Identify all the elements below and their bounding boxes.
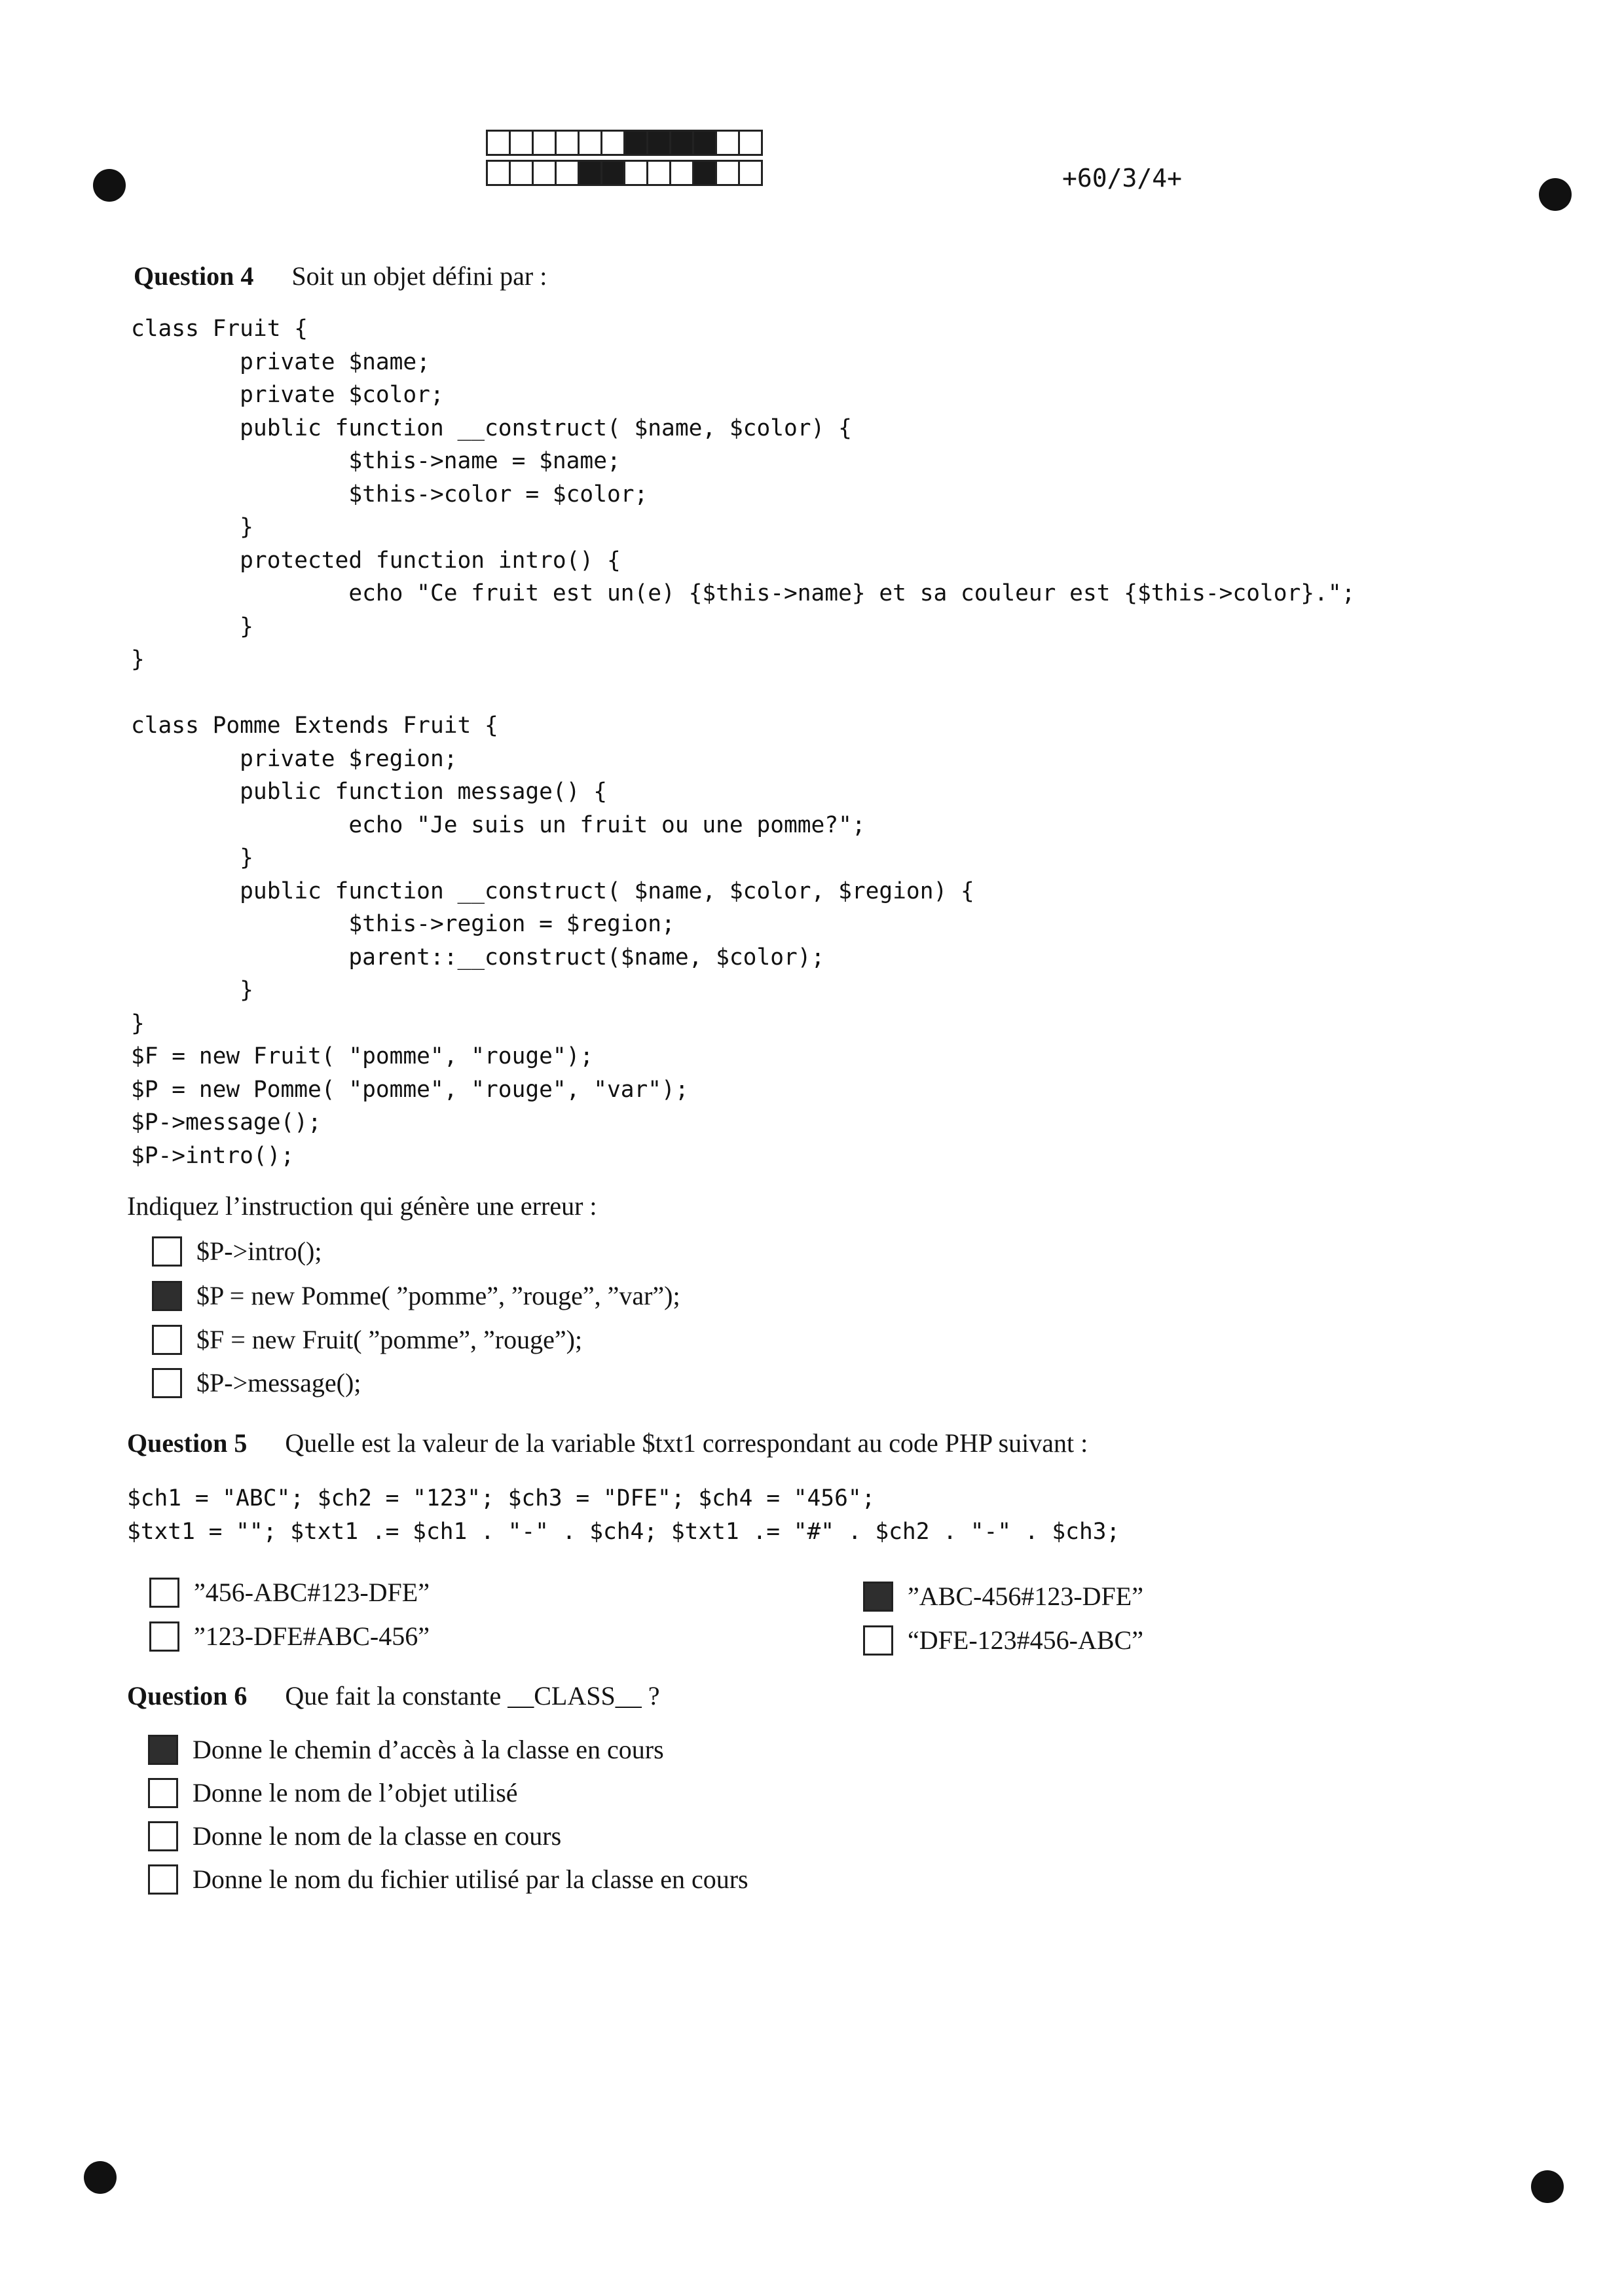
option-label: Donne le chemin d’accès à la classe en cours <box>193 1735 664 1764</box>
registration-mark-top-right <box>1539 178 1572 211</box>
question-4-title <box>134 261 547 291</box>
code-cell <box>646 160 671 186</box>
code-cell <box>600 160 625 186</box>
page-reference: +60/3/4+ <box>1062 164 1183 193</box>
checkbox[interactable] <box>152 1325 182 1355</box>
question-4-option-2[interactable] <box>152 1280 680 1311</box>
question-4-option-4[interactable] <box>152 1367 361 1398</box>
checkbox[interactable] <box>863 1582 893 1612</box>
question-4-code: class Fruit { private $name; private $color; public function __construct( $name, $color) { $this->name = $name; $this->color = $color; } protected function intro() { echo "Ce fruit est un(e) {$this->name} et sa couleur est {$this->color}."; } } class Pomme Extends Fruit { private $region; public function message() { echo "Je suis un fruit ou une pomme?"; } public function __construct( $name, $color, $region) { $this->region = $region; parent::__construct($name, $color); } } $F = new Fruit( "pomme", "rouge"); $P = new Pomme( "pomme", "rouge", "var"); $P->message(); $P->intro(); <box>131 316 1356 1169</box>
question-5-code: $ch1 = "ABC"; $ch2 = "123"; $ch3 = "DFE"; $ch4 = "456"; $txt1 = ""; $txt1 .= $ch1 . "-" . $ch4; $txt1 .= "#" . $ch2 . "-" . $ch3; <box>127 1485 1120 1545</box>
question-4-prompt: Soit un objet défini par : <box>291 261 547 291</box>
page-id-code-row-1 <box>486 130 761 156</box>
code-cell <box>555 130 580 156</box>
checkbox[interactable] <box>149 1621 179 1652</box>
code-cell <box>738 130 763 156</box>
option-label: $P->message(); <box>196 1368 361 1398</box>
question-6-option-2[interactable] <box>148 1777 518 1808</box>
question-4-instruction: Indiquez l’instruction qui génère une erreur : <box>127 1191 597 1221</box>
question-4-option-1[interactable] <box>152 1236 322 1267</box>
option-label: “DFE-123#456-ABC” <box>908 1625 1143 1655</box>
registration-mark-top-left <box>93 169 126 202</box>
option-label: Donne le nom de la classe en cours <box>193 1821 562 1851</box>
option-label: ”456-ABC#123-DFE” <box>194 1578 430 1607</box>
code-cell <box>692 130 717 156</box>
question-4-option-3[interactable] <box>152 1324 582 1355</box>
question-6-option-1[interactable] <box>148 1734 664 1765</box>
code-cell <box>715 130 740 156</box>
code-cell <box>623 160 648 186</box>
code-cell <box>692 160 717 186</box>
checkbox[interactable] <box>148 1778 178 1808</box>
code-cell <box>578 130 602 156</box>
code-cell <box>486 130 511 156</box>
code-cell <box>669 130 694 156</box>
code-cell <box>578 160 602 186</box>
code-cell <box>646 130 671 156</box>
code-cell <box>623 130 648 156</box>
question-5-option-2[interactable] <box>149 1621 430 1652</box>
code-cell <box>509 160 534 186</box>
code-cell <box>486 160 511 186</box>
checkbox[interactable] <box>863 1625 893 1656</box>
code-cell <box>600 130 625 156</box>
code-cell <box>669 160 694 186</box>
question-5-prompt: Quelle est la valeur de la variable $txt1 correspondant au code PHP suivant : <box>285 1428 1088 1458</box>
page-id-code-row-2 <box>486 160 761 186</box>
option-label: Donne le nom du fichier utilisé par la classe en cours <box>193 1864 748 1894</box>
question-5-label: Question 5 <box>127 1428 248 1458</box>
checkbox[interactable] <box>152 1281 182 1311</box>
checkbox[interactable] <box>148 1821 178 1851</box>
code-cell <box>715 160 740 186</box>
question-6-option-4[interactable] <box>148 1864 748 1895</box>
option-label: ”ABC-456#123-DFE” <box>908 1582 1143 1611</box>
question-6-label: Question 6 <box>127 1681 248 1711</box>
question-5-option-4[interactable] <box>863 1625 1143 1656</box>
checkbox[interactable] <box>149 1578 179 1608</box>
checkbox[interactable] <box>148 1735 178 1765</box>
code-cell <box>738 160 763 186</box>
question-5-title <box>127 1428 1088 1458</box>
option-label: $P = new Pomme( ”pomme”, ”rouge”, ”var”); <box>196 1281 680 1310</box>
option-label: $F = new Fruit( ”pomme”, ”rouge”); <box>196 1325 583 1354</box>
checkbox[interactable] <box>148 1864 178 1895</box>
checkbox[interactable] <box>152 1368 182 1398</box>
question-6-title <box>127 1680 659 1711</box>
code-cell <box>532 160 557 186</box>
question-5-option-3[interactable] <box>863 1581 1143 1612</box>
question-6-option-3[interactable] <box>148 1821 561 1851</box>
code-cell <box>509 130 534 156</box>
question-6-prompt: Que fait la constante __CLASS__ ? <box>285 1681 660 1711</box>
question-5-option-1[interactable] <box>149 1577 430 1608</box>
registration-mark-bottom-left <box>84 2161 117 2194</box>
registration-mark-bottom-right <box>1531 2170 1564 2203</box>
checkbox[interactable] <box>152 1236 182 1267</box>
question-4-label: Question 4 <box>134 261 254 291</box>
option-label: $P->intro(); <box>196 1236 322 1266</box>
option-label: ”123-DFE#ABC-456” <box>194 1621 430 1651</box>
code-cell <box>532 130 557 156</box>
option-label: Donne le nom de l’objet utilisé <box>193 1778 518 1807</box>
code-cell <box>555 160 580 186</box>
